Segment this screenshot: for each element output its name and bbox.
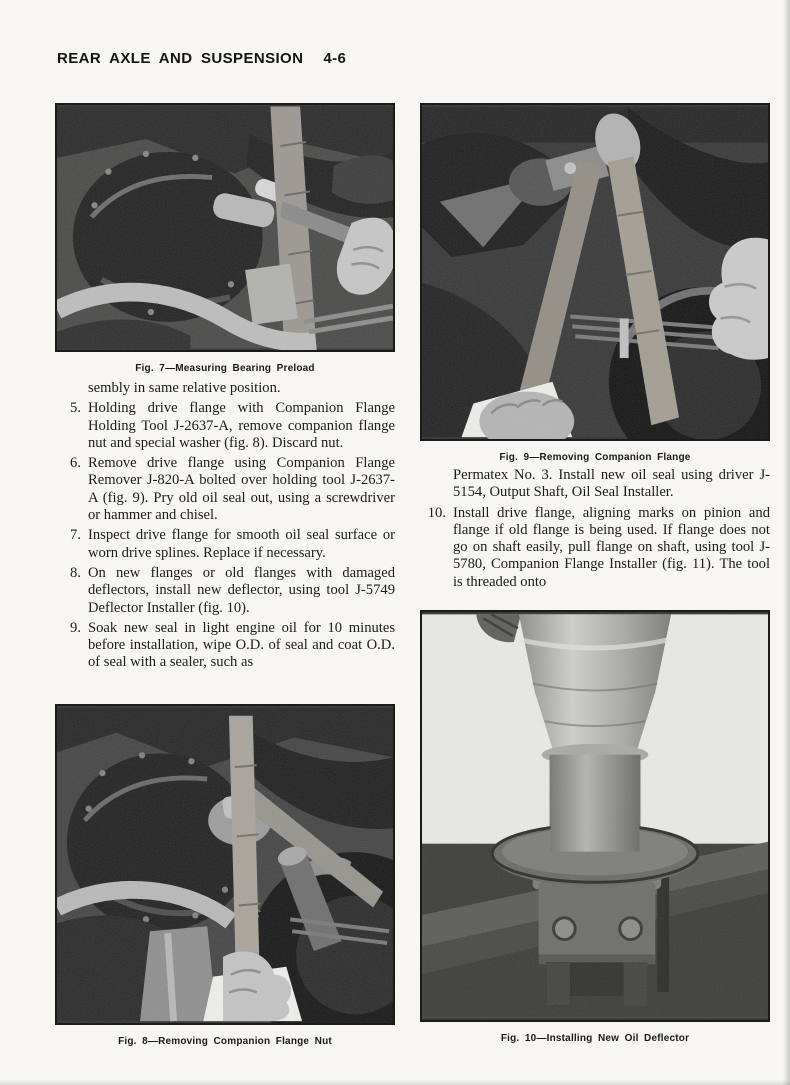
item-text: Soak new seal in light engine oil for 10 minutes before installation, wipe O.D. of seal and coat O.D. of seal with a sealer, such as: [88, 619, 395, 671]
item-number: 9.: [70, 619, 81, 636]
figure-10-photo: [420, 610, 770, 1022]
companion-flange-removal-photo-art: [422, 105, 768, 439]
instruction-item-10: [420, 505, 770, 591]
figure-9: [420, 103, 770, 463]
figure-10-caption: Fig. 10—Installing New Oil Deflector: [500, 1033, 690, 1044]
right-text-column: [420, 467, 770, 591]
paragraph-continuation: Permatex No. 3. Install new oil seal using driver J-5154, Output Shaft, Oil Seal Installer.: [453, 467, 770, 501]
figure-7: [55, 103, 395, 374]
flange-nut-removal-photo-art: [57, 706, 393, 1023]
instruction-item-7: [55, 527, 395, 562]
figure-8: [55, 704, 395, 1047]
item-text: Inspect drive flange for smooth oil seal surface or worn drive splines. Replace if necessary.: [88, 527, 395, 561]
oil-deflector-install-photo-art: [422, 612, 768, 1020]
scan-edge-shadow: [783, 0, 790, 1085]
figure-8-photo: [55, 704, 395, 1025]
figure-9-photo: [420, 103, 770, 441]
item-number: 6.: [70, 455, 81, 472]
item-text: Holding drive flange with Companion Flange Holding Tool J-2637-A, remove companion flange nut and special washer (fig. 8). Discard nut.: [88, 400, 395, 451]
instruction-item-8: [55, 565, 395, 617]
scan-edge-shadow: [0, 1080, 790, 1085]
instruction-item-6: [55, 455, 395, 524]
item-number: 5.: [70, 400, 81, 417]
undercarriage-photo-art: [57, 105, 393, 350]
page-header: [57, 50, 346, 67]
item-text: Remove drive flange using Companion Flange Remover J-820-A bolted over holding tool J-2637-A (fig. 9). Pry old oil seal out, using a screwdriver or hammer and chisel.: [88, 455, 395, 524]
figure-8-caption: Fig. 8—Removing Companion Flange Nut: [118, 1036, 332, 1047]
figure-10: [420, 610, 770, 1044]
instruction-item-9: [55, 620, 395, 672]
figure-7-photo: [55, 103, 395, 352]
instruction-item-5: [55, 400, 395, 452]
paragraph-continuation: sembly in same relative position.: [88, 380, 281, 396]
left-text-column: [55, 380, 395, 672]
item-number: 10.: [427, 504, 446, 521]
section-title: REAR AXLE AND SUSPENSION: [57, 50, 304, 67]
item-text: On new flanges or old flanges with damaged deflectors, install new deflector, using tool J-5749 Deflector Installer (fig. 10).: [88, 564, 395, 616]
item-number: 8.: [70, 564, 81, 581]
page-number: 4-6: [323, 50, 347, 67]
figure-9-caption: Fig. 9—Removing Companion Flange: [499, 452, 691, 463]
figure-7-caption: Fig. 7—Measuring Bearing Preload: [135, 363, 315, 374]
item-number: 7.: [70, 527, 81, 544]
item-text: Install drive flange, aligning marks on pinion and flange if old flange is being used. If flange does not go on shaft easily, pull flange on shaft, using tool J-5780, Companion Flange Installer (fig. 11). The tool is threaded onto: [453, 504, 770, 590]
